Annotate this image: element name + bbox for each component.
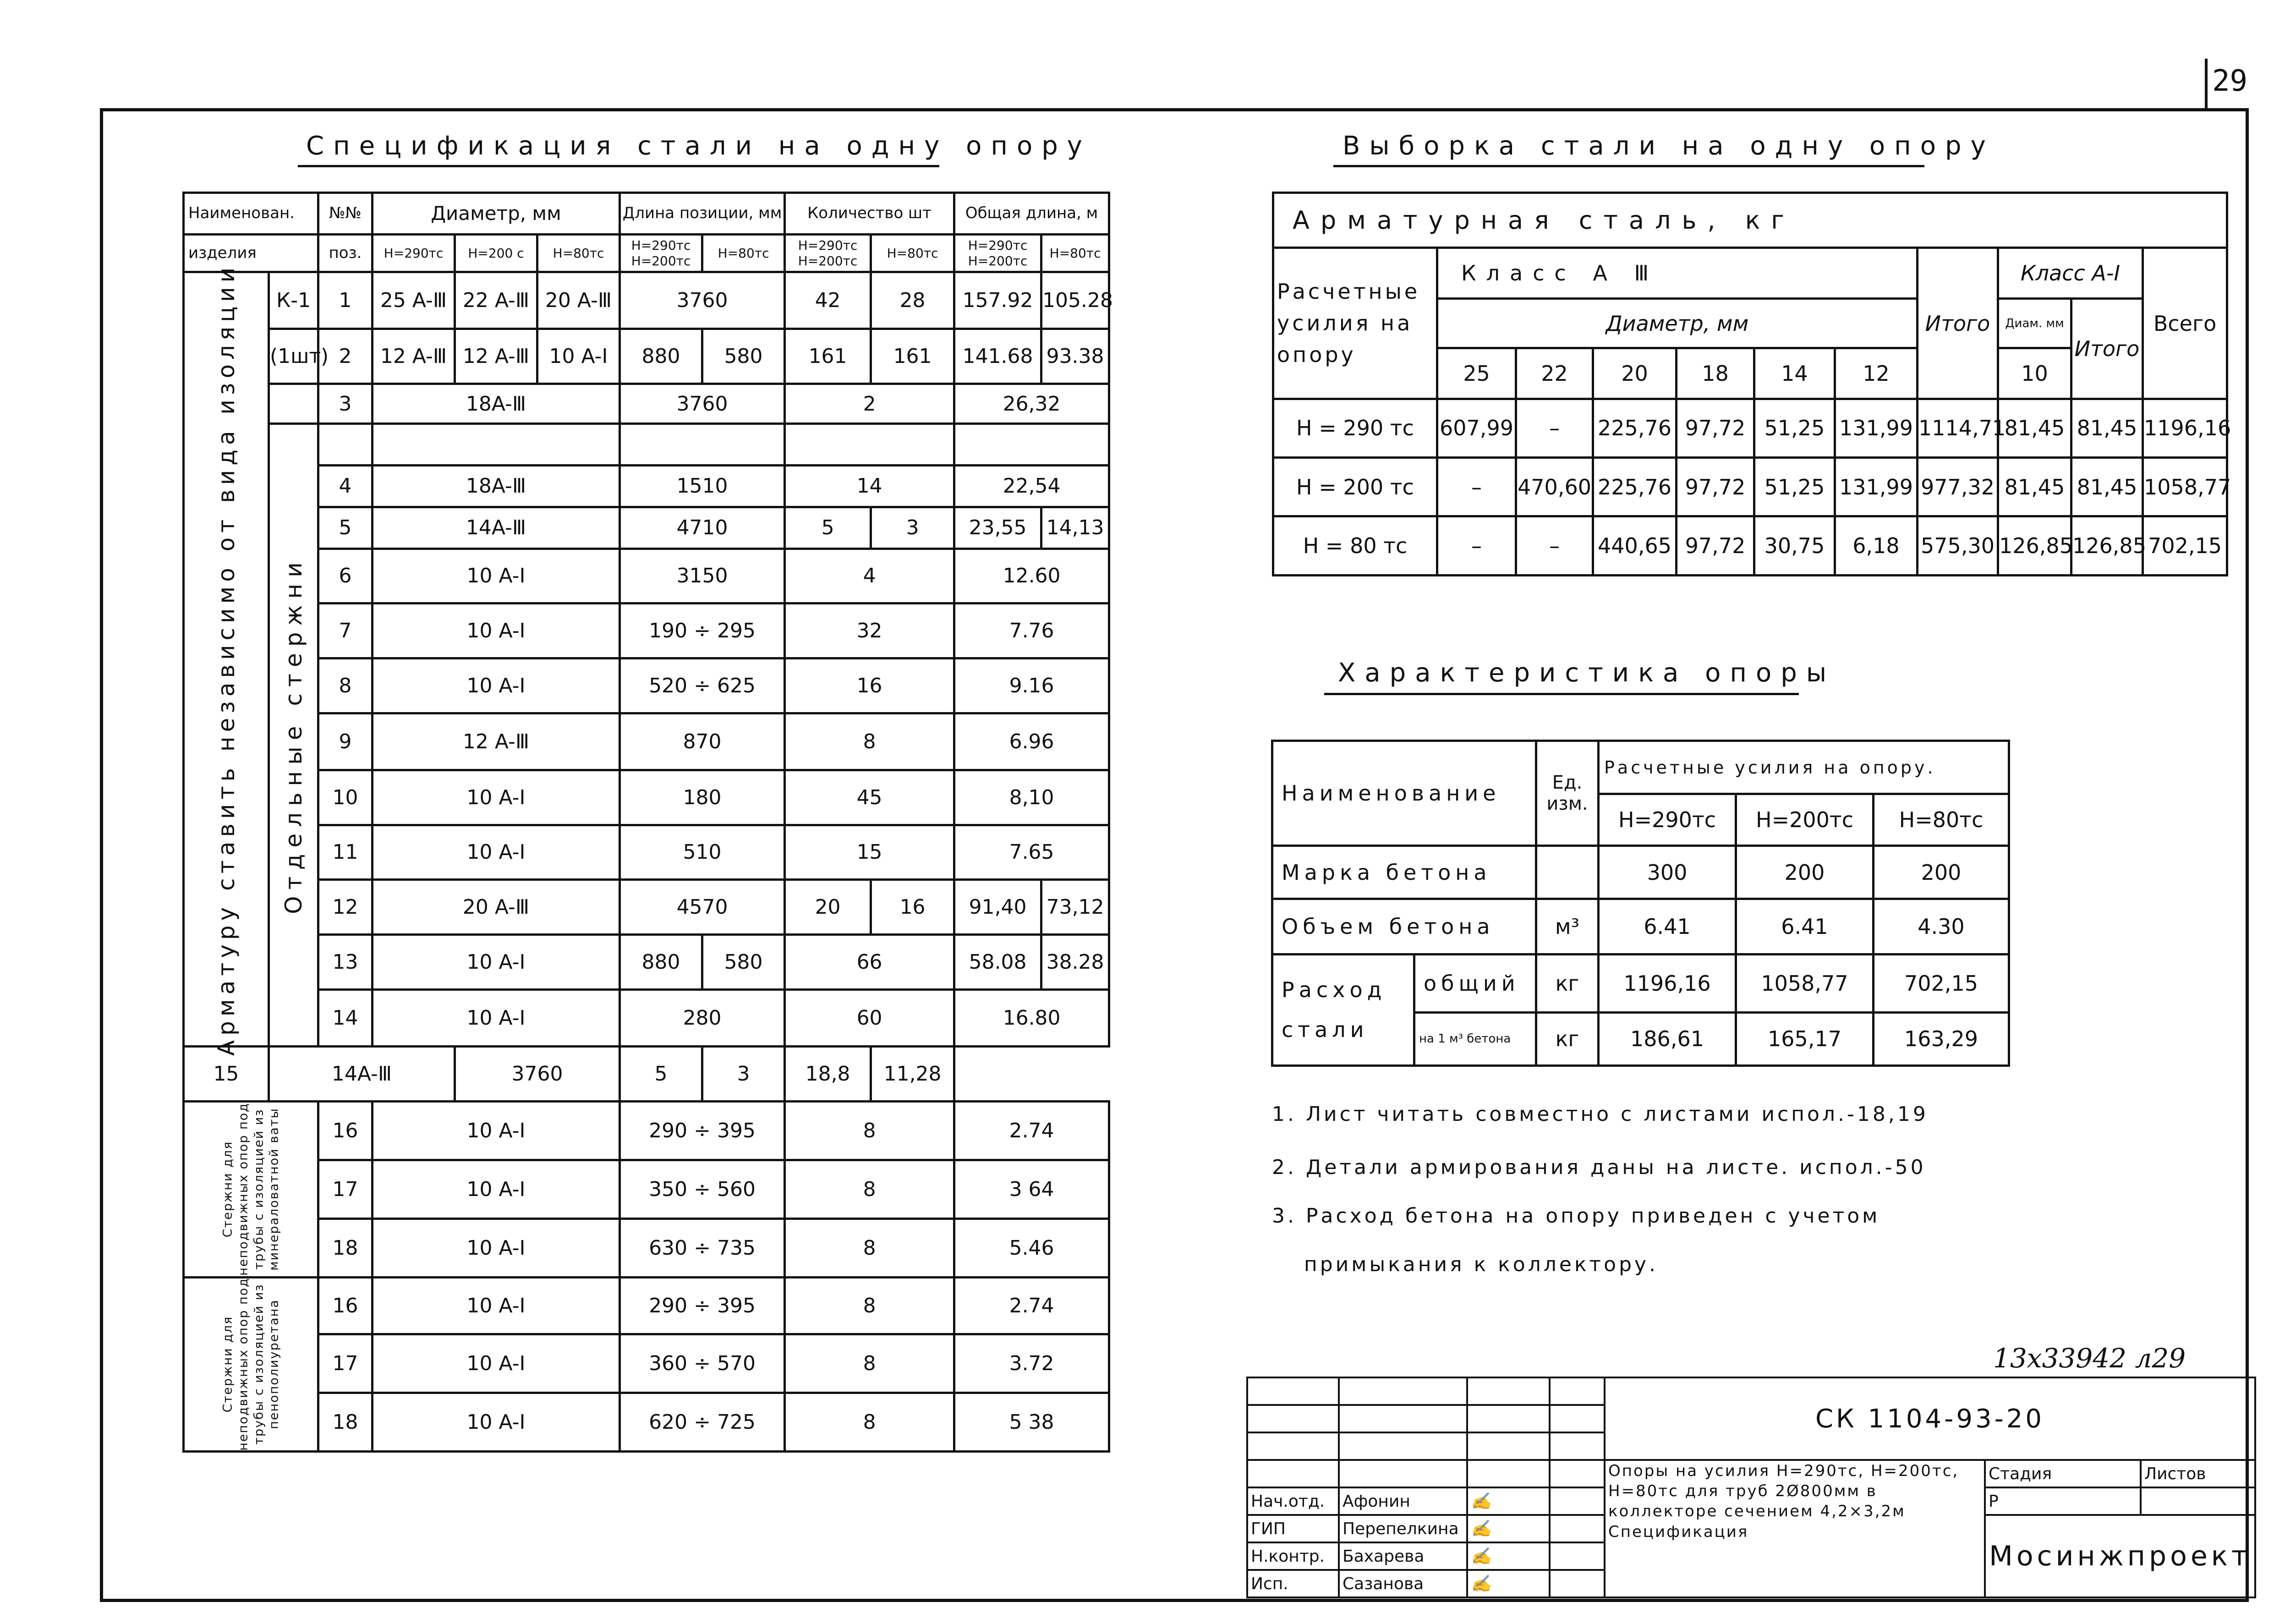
vyb-cell: 126,85	[2071, 516, 2143, 576]
vyb-cell: 51,25	[1754, 399, 1835, 457]
spec-cell: 15	[184, 1046, 269, 1101]
sheets-label: Листов	[2141, 1460, 2255, 1487]
vyb-cell: 575,30	[1918, 516, 1998, 576]
spec-cell: 580	[702, 935, 785, 990]
spec-cell: 16	[318, 1101, 373, 1160]
spec-cell: 6	[318, 549, 373, 604]
spec-cell: 22,54	[954, 465, 1109, 507]
spec-cell: 5.46	[954, 1218, 1109, 1277]
hdr-d1: Н=290тс	[373, 234, 455, 272]
spec-cell: 10 A-Ⅰ	[373, 1393, 620, 1451]
hdr-quantity: Количество шт	[785, 193, 954, 235]
spec-cell: 3.72	[954, 1334, 1109, 1393]
spacer-cell	[373, 423, 620, 465]
spec-cell: 42	[785, 272, 871, 329]
char-name-header: Наименование	[1272, 741, 1536, 846]
k1-blank	[269, 384, 318, 424]
spec-cell: 12 A-Ⅲ	[455, 329, 537, 384]
name-cell: Сазанова	[1339, 1570, 1467, 1597]
spec-cell: 5 38	[954, 1393, 1109, 1451]
spec-cell: 10 A-Ⅰ	[373, 1277, 620, 1334]
title-block	[1246, 1377, 2256, 1598]
spec-cell: 4570	[620, 880, 785, 935]
spec-cell: 8	[785, 1393, 954, 1451]
char-row-label: Марка бетона	[1272, 845, 1536, 899]
spec-cell: 3	[871, 507, 954, 549]
spec-cell: 28	[871, 272, 954, 329]
spec-cell: 630 ÷ 735	[620, 1218, 785, 1277]
spec-cell: 10 A-Ⅰ	[373, 989, 620, 1046]
spec-cell: 3760	[455, 1046, 620, 1101]
spec-cell: 520 ÷ 625	[620, 658, 785, 713]
spec-cell: 880	[620, 935, 702, 990]
vyb-cell: 1058,77	[2143, 458, 2227, 516]
spec-cell: 20 A-Ⅲ	[373, 880, 620, 935]
spec-cell: 20	[785, 880, 871, 935]
spec-cell: 2.74	[954, 1277, 1109, 1334]
vyb-cell: 702,15	[2143, 516, 2227, 576]
hdr-diameter: Диаметр, мм	[373, 193, 620, 235]
vyb-diam-header: Диаметр, мм	[1437, 298, 1918, 348]
char-cell: 6.41	[1736, 899, 1874, 955]
handwritten-code: 13x33942 л29	[1993, 1343, 2186, 1374]
char-forces-header: Расчетные усилия на опору.	[1599, 741, 2009, 794]
char-unit-header: Ед. изм.	[1536, 741, 1599, 846]
vyb-cell: 81,45	[2071, 399, 2143, 457]
spec-cell: 8	[785, 1218, 954, 1277]
spec-table	[182, 192, 1113, 1453]
spec-cell: 1510	[620, 465, 785, 507]
char-cell	[1536, 845, 1599, 899]
spec-cell: 10 A-Ⅰ	[373, 770, 620, 825]
char-cell: 200	[1736, 845, 1874, 899]
vyb-row-label: Н = 80 тс	[1273, 516, 1437, 576]
group-a-label: Стержни для неподвижных опор под трубы с изоляцией из минераловатной ваты	[184, 1101, 318, 1277]
spec-cell: 14	[785, 465, 954, 507]
vyb-forces-header: Расчетные усилия на опору	[1273, 248, 1437, 399]
note-4: примыкания к коллектору.	[1304, 1253, 1659, 1276]
spec-cell: 4	[318, 465, 373, 507]
char-cell: 163,29	[1874, 1012, 2009, 1066]
vyb-cell: 1114,71	[1918, 399, 1998, 457]
doc-number: СК 1104-93-20	[1605, 1377, 2255, 1460]
separate-bars-label: Отдельные стержни	[269, 423, 318, 1046]
spec-cell: 7	[318, 604, 373, 658]
char-cell: 200	[1874, 845, 2009, 899]
note-3: 3. Расход бетона на опору приведен с учетом	[1272, 1204, 1880, 1228]
vyb-row-label: Н = 200 тс	[1273, 458, 1437, 516]
char-row-label: на 1 м³ бетона	[1414, 1012, 1536, 1066]
spec-cell: 10 A-Ⅰ	[373, 825, 620, 880]
spec-cell: 3	[702, 1046, 785, 1101]
spacer-cell	[785, 423, 954, 465]
spec-cell: 161	[785, 329, 871, 384]
char-cell: 186,61	[1599, 1012, 1736, 1066]
spec-cell: 14A-Ⅲ	[269, 1046, 455, 1101]
vyb-diam-10: 10	[1998, 348, 2071, 399]
vyb-cell: 225,76	[1593, 399, 1677, 457]
vyborka-header: Арматурная сталь, кг	[1273, 193, 2227, 248]
hdr-length: Длина позиции, мм	[620, 193, 785, 235]
spec-cell: 5	[620, 1046, 702, 1101]
spec-cell: 180	[620, 770, 785, 825]
spec-cell: 14,13	[1041, 507, 1109, 549]
vyb-cell: 51,25	[1754, 458, 1835, 516]
vyb-cell: 97,72	[1677, 399, 1754, 457]
vyb-cell: –	[1437, 516, 1516, 576]
spec-cell: 25 A-Ⅲ	[373, 272, 455, 329]
k1-label: К-1	[269, 272, 318, 329]
vertical-main-label: Арматуру ставить независимо от вида изоляции	[184, 272, 269, 1046]
spec-cell: 10 A-Ⅰ	[373, 1101, 620, 1160]
vyb-itogo2-header: Итого	[2071, 298, 2143, 399]
spec-cell: 161	[871, 329, 954, 384]
spec-cell: 12 A-Ⅲ	[373, 713, 620, 770]
spec-cell: 8	[785, 1101, 954, 1160]
vyb-diam-22: 22	[1516, 348, 1593, 399]
spec-cell: 16	[871, 880, 954, 935]
role-cell: Нач.отд.	[1247, 1487, 1339, 1515]
spec-cell: 360 ÷ 570	[620, 1334, 785, 1393]
stage-label: Стадия	[1985, 1460, 2141, 1487]
vyb-class3-header: Класс A Ⅲ	[1437, 248, 1918, 298]
vyb-cell: 131,99	[1835, 399, 1918, 457]
spec-cell: 5	[785, 507, 871, 549]
hdr-t2: Н=80тс	[1041, 234, 1109, 272]
spec-cell: 13	[318, 935, 373, 990]
spec-cell: 16	[785, 658, 954, 713]
spec-cell: 18A-Ⅲ	[373, 384, 620, 424]
char-h1: Н=290тс	[1599, 794, 1736, 845]
hdr-l2: Н=80тс	[702, 234, 785, 272]
char-title-underline	[1324, 693, 1799, 695]
spec-cell: 14A-Ⅲ	[373, 507, 620, 549]
spacer-cell	[954, 423, 1109, 465]
vyb-cell: 97,72	[1677, 458, 1754, 516]
vyb-class1-header: Класс A-Ⅰ	[1998, 248, 2143, 298]
spec-cell: 10 A-Ⅰ	[373, 1218, 620, 1277]
spec-cell: 190 ÷ 295	[620, 604, 785, 658]
spec-cell: 350 ÷ 560	[620, 1160, 785, 1218]
hdr-pos: №№	[318, 193, 373, 235]
vyborka-title: Выборка стали на одну опору	[1343, 131, 1995, 161]
k1-qty: (1шт)	[269, 329, 318, 384]
organization: Мосинжпроект	[1985, 1515, 2255, 1597]
spec-cell: 3760	[620, 272, 785, 329]
spec-cell: 10 A-Ⅰ	[373, 658, 620, 713]
vyb-diam-14: 14	[1754, 348, 1835, 399]
name-cell: Бахарева	[1339, 1542, 1467, 1570]
spec-cell: 7.76	[954, 604, 1109, 658]
vyb-cell: 81,45	[1998, 399, 2071, 457]
hdr-q2: Н=80тс	[871, 234, 954, 272]
spec-cell: 3 64	[954, 1160, 1109, 1218]
spec-cell: 2	[785, 384, 954, 424]
spec-cell: 10	[318, 770, 373, 825]
spec-cell: 8	[318, 658, 373, 713]
vyb-cell: 607,99	[1437, 399, 1516, 457]
vyb-diam-12: 12	[1835, 348, 1918, 399]
spec-cell: 12.60	[954, 549, 1109, 604]
spec-cell: 5	[318, 507, 373, 549]
vyb-cell: 97,72	[1677, 516, 1754, 576]
spec-cell: 14	[318, 989, 373, 1046]
signature-icon: ✍	[1467, 1487, 1550, 1515]
char-cell: 1058,77	[1736, 954, 1874, 1012]
hdr-total-length: Общая длина, м	[954, 193, 1109, 235]
vyb-cell: 1196,16	[2143, 399, 2227, 457]
char-title: Характеристика опоры	[1338, 658, 1836, 688]
spec-cell: 290 ÷ 395	[620, 1101, 785, 1160]
spec-cell: 38.28	[1041, 935, 1109, 990]
stage-value: Р	[1985, 1487, 2141, 1515]
spec-cell: 105.28	[1041, 272, 1109, 329]
spec-cell: 8	[785, 1277, 954, 1334]
char-cell: 165,17	[1736, 1012, 1874, 1066]
hdr-l1: Н=290тс Н=200тс	[620, 234, 702, 272]
spec-cell: 26,32	[954, 384, 1109, 424]
name-cell: Афонин	[1339, 1487, 1467, 1515]
spec-cell: 17	[318, 1160, 373, 1218]
doc-description: Опоры на усилия Н=290тс, Н=200тс, Н=80тс для труб 2Ø800мм в коллекторе сечением 4,2×3,2м Спецификация	[1605, 1460, 1985, 1597]
hdr-q1: Н=290тс Н=200тс	[785, 234, 871, 272]
char-h3: Н=80тс	[1874, 794, 2009, 845]
char-cell: 1196,16	[1599, 954, 1736, 1012]
hdr-d3: Н=80тс	[537, 234, 620, 272]
spec-title: Спецификация стали на одну опору	[306, 131, 1091, 161]
spec-cell: 93.38	[1041, 329, 1109, 384]
vyb-itogo-header: Итого	[1918, 248, 1998, 399]
group-b-label: Стержни для неподвижных опор под трубы с изоляцией из пенополиуретана	[184, 1277, 318, 1451]
spec-cell: 880	[620, 329, 702, 384]
spec-cell: 290 ÷ 395	[620, 1277, 785, 1334]
hdr-name2: изделия	[184, 234, 318, 272]
vyb-cell: 131,99	[1835, 458, 1918, 516]
spec-cell: 3760	[620, 384, 785, 424]
page-number: 29	[2212, 64, 2248, 98]
vyb-cell: –	[1516, 516, 1593, 576]
char-cell: кг	[1536, 1012, 1599, 1066]
hdr-d2: Н=200 с	[455, 234, 537, 272]
spec-cell: 10 A-Ⅰ	[373, 1160, 620, 1218]
spec-cell: 6.96	[954, 713, 1109, 770]
signature-icon: ✍	[1467, 1570, 1550, 1597]
vyb-diam-25: 25	[1437, 348, 1516, 399]
vyb-cell: 81,45	[1998, 458, 2071, 516]
spec-cell: 10 A-Ⅰ	[373, 935, 620, 990]
role-cell: Исп.	[1247, 1570, 1339, 1597]
vyb-cell: –	[1437, 458, 1516, 516]
char-cell: кг	[1536, 954, 1599, 1012]
name-cell: Перепелкина	[1339, 1515, 1467, 1542]
vyborka-title-underline	[1333, 165, 1924, 167]
hdr-pos2: поз.	[318, 234, 373, 272]
spec-cell: 22 A-Ⅲ	[455, 272, 537, 329]
char-steel-label: Расход стали	[1272, 954, 1414, 1065]
spec-cell: 58.08	[954, 935, 1041, 990]
vyb-cell: –	[1516, 399, 1593, 457]
vyb-diam-18: 18	[1677, 348, 1754, 399]
hdr-t1: Н=290тс Н=200тс	[954, 234, 1041, 272]
spec-cell: 4	[785, 549, 954, 604]
spec-cell: 580	[702, 329, 785, 384]
spacer-cell	[318, 423, 373, 465]
spec-cell: 18A-Ⅲ	[373, 465, 620, 507]
spec-title-underline	[298, 165, 939, 167]
vyborka-table	[1272, 192, 2231, 576]
spec-cell: 10 A-Ⅰ	[373, 604, 620, 658]
spec-cell: 60	[785, 989, 954, 1046]
spec-cell: 10 A-Ⅰ	[373, 549, 620, 604]
spec-cell: 16.80	[954, 989, 1109, 1046]
spec-cell: 3150	[620, 549, 785, 604]
role-cell: Н.контр.	[1247, 1542, 1339, 1570]
spec-cell: 1	[318, 272, 373, 329]
spec-cell: 8	[785, 1334, 954, 1393]
signature-icon: ✍	[1467, 1515, 1550, 1542]
vyb-cell: 225,76	[1593, 458, 1677, 516]
spec-cell: 16	[318, 1277, 373, 1334]
spec-cell: 18	[318, 1393, 373, 1451]
characteristic-table	[1271, 740, 2010, 1067]
spec-cell: 2.74	[954, 1101, 1109, 1160]
spec-cell: 9	[318, 713, 373, 770]
char-cell: 4.30	[1874, 899, 2009, 955]
spec-cell: 9.16	[954, 658, 1109, 713]
note-1: 1. Лист читать совместно с листами испол.-18,19	[1272, 1103, 1929, 1126]
vyb-vsego-header: Всего	[2143, 248, 2227, 399]
role-cell: ГИП	[1247, 1515, 1339, 1542]
spacer-cell	[620, 423, 785, 465]
vyb-cell: 440,65	[1593, 516, 1677, 576]
spec-cell: 12	[318, 880, 373, 935]
spec-cell: 3	[318, 384, 373, 424]
spec-cell: 15	[785, 825, 954, 880]
spec-cell: 73,12	[1041, 880, 1109, 935]
spec-cell: 510	[620, 825, 785, 880]
spec-cell: 45	[785, 770, 954, 825]
spec-cell: 7.65	[954, 825, 1109, 880]
spec-cell: 2	[318, 329, 373, 384]
vyb-cell: 6,18	[1835, 516, 1918, 576]
page-number-bar	[2205, 59, 2208, 109]
vyb-diam-small: Диам. мм	[1998, 298, 2071, 348]
spec-cell: 10 A-Ⅰ	[537, 329, 620, 384]
spec-cell: 157.92	[954, 272, 1041, 329]
spec-cell: 870	[620, 713, 785, 770]
signature-icon: ✍	[1467, 1542, 1550, 1570]
vyb-diam-20: 20	[1593, 348, 1677, 399]
spec-cell: 10 A-Ⅰ	[373, 1334, 620, 1393]
spec-cell: 17	[318, 1334, 373, 1393]
spec-cell: 23,55	[954, 507, 1041, 549]
spec-cell: 280	[620, 989, 785, 1046]
spec-cell: 620 ÷ 725	[620, 1393, 785, 1451]
spec-cell: 8	[785, 713, 954, 770]
char-cell: 702,15	[1874, 954, 2009, 1012]
hdr-name: Наименован.	[184, 193, 318, 235]
vyb-cell: 977,32	[1918, 458, 1998, 516]
vyb-cell: 126,85	[1998, 516, 2071, 576]
char-row-label: общий	[1414, 954, 1536, 1012]
spec-cell: 4710	[620, 507, 785, 549]
spec-cell: 8	[785, 1160, 954, 1218]
char-h2: Н=200тс	[1736, 794, 1874, 845]
vyb-cell: 81,45	[2071, 458, 2143, 516]
note-2: 2. Детали армирования даны на листе. испол.-50	[1272, 1156, 1926, 1179]
spec-cell: 141.68	[954, 329, 1041, 384]
spec-cell: 11,28	[871, 1046, 954, 1101]
spec-cell: 18,8	[785, 1046, 871, 1101]
spec-cell: 8,10	[954, 770, 1109, 825]
char-cell: 6.41	[1599, 899, 1736, 955]
spec-cell: 18	[318, 1218, 373, 1277]
vyb-cell: 30,75	[1754, 516, 1835, 576]
spec-cell: 32	[785, 604, 954, 658]
vyb-cell: 470,60	[1516, 458, 1593, 516]
spec-cell: 20 A-Ⅲ	[537, 272, 620, 329]
spec-cell: 12 A-Ⅲ	[373, 329, 455, 384]
char-cell: 300	[1599, 845, 1736, 899]
char-cell: м³	[1536, 899, 1599, 955]
spec-cell: 66	[785, 935, 954, 990]
spec-cell: 11	[318, 825, 373, 880]
spec-cell: 91,40	[954, 880, 1041, 935]
char-row-label: Объем бетона	[1272, 899, 1536, 955]
vyb-row-label: Н = 290 тс	[1273, 399, 1437, 457]
